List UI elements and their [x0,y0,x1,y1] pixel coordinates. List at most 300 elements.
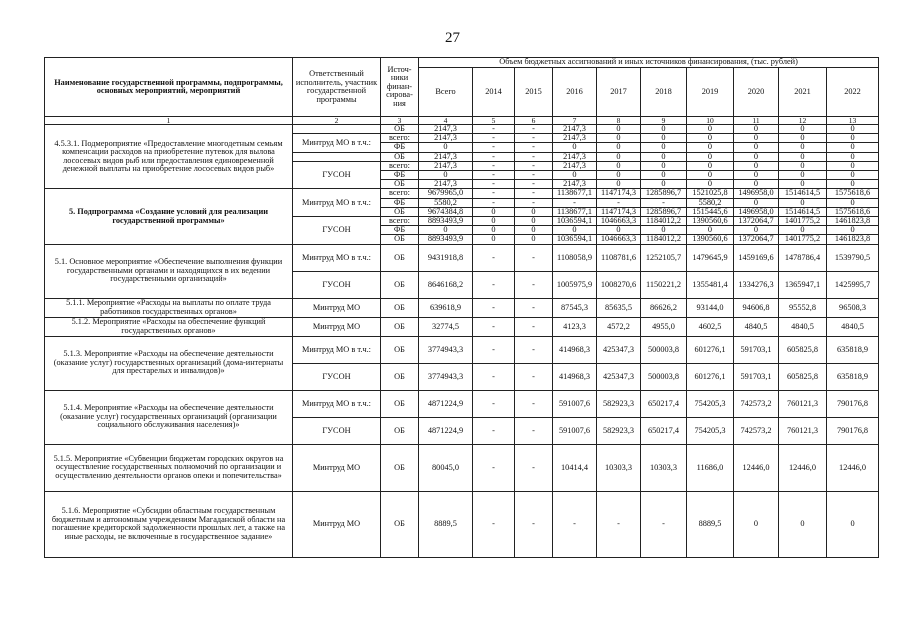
row-title: 5.1. Основное мероприятие «Обеспечение выполнения функции государственными органами и находящихся в их ведении государственными организаций» [45,244,293,298]
row-title: 4.5.3.1. Подмероприятие «Предоставление многодетным семьям компенсации расходов на приобретение путевок для вылова лососевых видов рыб или предоставления единовременной денежной выплаты на приобретение лососевых видов рыб» [45,125,293,189]
source-cell: ОБ [381,417,419,444]
value-cell: 0 [734,161,779,170]
executor-cell: ГУСОН [293,161,381,189]
header-year: 2021 [779,68,827,117]
value-cell: 0 [687,152,734,161]
value-cell: 2147,3 [553,161,597,170]
value-cell: 742573,2 [734,417,779,444]
value-cell: 1479645,9 [687,244,734,271]
value-cell: 0 [734,125,779,134]
value-cell: 0 [687,171,734,180]
column-number: 1 [45,117,293,125]
value-cell: - [515,444,553,491]
value-cell: 425347,3 [597,363,641,390]
value-cell: 0 [827,198,879,207]
source-cell: всего: [381,161,419,170]
value-cell: 93144,0 [687,298,734,317]
value-cell: 12446,0 [779,444,827,491]
value-cell: - [515,125,553,134]
column-number: 6 [515,117,553,125]
value-cell: 639618,9 [419,298,473,317]
value-cell: - [515,363,553,390]
value-cell: 0 [734,171,779,180]
value-cell: 12446,0 [827,444,879,491]
source-cell: всего: [381,189,419,198]
value-cell: 0 [779,161,827,170]
value-cell: 1401775,2 [779,217,827,226]
value-cell: - [473,134,515,143]
value-cell: - [515,152,553,161]
row-title: 5.1.5. Мероприятие «Субвенции бюджетам городских округов на осуществление государственных полномочий по организации и осуществлению деятельности органов опеки и попечительства» [45,444,293,491]
source-cell: ФБ [381,171,419,180]
value-cell: - [473,198,515,207]
value-cell: - [515,298,553,317]
header-year: 2018 [641,68,687,117]
source-cell: ОБ [381,180,419,189]
column-number: 4 [419,117,473,125]
value-cell: 2147,3 [553,152,597,161]
value-cell: 5580,2 [419,198,473,207]
value-cell: 0 [687,226,734,235]
value-cell: 1478786,4 [779,244,827,271]
table-header [45,58,879,125]
value-cell: 0 [827,171,879,180]
source-cell: ОБ [381,298,419,317]
value-cell: 9674384,8 [419,207,473,216]
table-row [45,390,879,417]
value-cell: - [473,317,515,336]
value-cell: 0 [779,152,827,161]
value-cell: 1372064,7 [734,217,779,226]
executor-cell: ГУСОН [293,417,381,444]
executor-cell: Минтруд МО в т.ч.: [293,244,381,271]
executor-cell: Минтруд МО [293,298,381,317]
value-cell: 1046663,3 [597,217,641,226]
source-cell: всего: [381,217,419,226]
value-cell: 0 [734,491,779,557]
header-executor: Ответственный исполнитель, участник государственной программы [293,58,381,117]
header-volume: Объем бюджетных ассигнований и иных источников финансирования, (тыс. рублей) [419,58,879,68]
header-year: 2017 [597,68,641,117]
value-cell: 1184012,2 [641,217,687,226]
value-cell: 0 [641,152,687,161]
value-cell: 0 [419,226,473,235]
value-cell: 85635,5 [597,298,641,317]
value-cell: 742573,2 [734,390,779,417]
value-cell: 0 [687,143,734,152]
value-cell: 1334276,3 [734,271,779,298]
value-cell: 1365947,1 [779,271,827,298]
executor-cell [293,152,381,161]
value-cell: - [515,134,553,143]
value-cell: 4955,0 [641,317,687,336]
value-cell: 1461823,8 [827,235,879,244]
value-cell: 0 [641,143,687,152]
value-cell: 1138677,1 [553,189,597,198]
value-cell: 0 [827,226,879,235]
value-cell: 4123,3 [553,317,597,336]
value-cell: 0 [827,180,879,189]
value-cell: 1147174,3 [597,207,641,216]
page-number: 27 [445,30,460,46]
value-cell: 0 [641,134,687,143]
value-cell: 0 [597,134,641,143]
value-cell: 1425995,7 [827,271,879,298]
column-number: 3 [381,117,419,125]
table-row [45,298,879,317]
value-cell: 650217,4 [641,417,687,444]
value-cell: - [515,271,553,298]
value-cell: 0 [597,180,641,189]
value-cell: 2147,3 [419,134,473,143]
row-title: 5.1.6. Мероприятие «Субсидии областным государственным бюджетным и автономным учреждениям Магаданской области на погашение кредиторской задолженности прошлых лет, а также на иные расходы, не включенные в государственное задание» [45,491,293,557]
value-cell: 0 [827,161,879,170]
value-cell: 2147,3 [553,180,597,189]
value-cell: 1390560,6 [687,235,734,244]
executor-cell: Минтруд МО в т.ч.: [293,336,381,363]
table-row [45,189,879,198]
value-cell: 0 [687,161,734,170]
value-cell: - [473,298,515,317]
value-cell: 5580,2 [687,198,734,207]
row-title: 5.1.4. Мероприятие «Расходы на обеспечение деятельности (оказание услуг) государственных организаций (организации социального обслуживания населения)» [45,390,293,444]
executor-cell: Минтруд МО в т.ч.: [293,189,381,217]
value-cell: 500003,8 [641,336,687,363]
value-cell: 1514614,5 [779,189,827,198]
value-cell: 0 [734,152,779,161]
table-body [45,125,879,558]
value-cell: 1036594,1 [553,217,597,226]
executor-cell: Минтруд МО [293,317,381,336]
value-cell: 95552,8 [779,298,827,317]
value-cell: 1138677,1 [553,207,597,216]
value-cell: 0 [419,171,473,180]
value-cell: - [473,161,515,170]
executor-cell: Минтруд МО [293,444,381,491]
value-cell: 0 [553,171,597,180]
header-year: 2020 [734,68,779,117]
column-number: 8 [597,117,641,125]
value-cell: 1147174,3 [597,189,641,198]
row-title: 5. Подпрограмма «Создание условий для реализации государственной программы» [45,189,293,244]
value-cell: 1046663,3 [597,235,641,244]
value-cell: 0 [641,226,687,235]
column-number: 12 [779,117,827,125]
value-cell: 9679965,0 [419,189,473,198]
executor-cell: ГУСОН [293,217,381,245]
value-cell: - [515,336,553,363]
value-cell: 1514614,5 [779,207,827,216]
source-cell: ОБ [381,207,419,216]
value-cell: 414968,3 [553,363,597,390]
value-cell: 2147,3 [419,180,473,189]
header-year: 2019 [687,68,734,117]
value-cell: 0 [734,134,779,143]
value-cell: 0 [687,125,734,134]
value-cell: 4840,5 [827,317,879,336]
source-cell: ОБ [381,125,419,134]
value-cell: 650217,4 [641,390,687,417]
value-cell: 0 [641,171,687,180]
value-cell: 1108781,6 [597,244,641,271]
value-cell: 605825,8 [779,336,827,363]
value-cell: - [473,244,515,271]
value-cell: 1459169,6 [734,244,779,271]
value-cell: 12446,0 [734,444,779,491]
value-cell: 0 [734,143,779,152]
source-cell: ОБ [381,363,419,390]
value-cell: - [473,271,515,298]
value-cell: - [473,189,515,198]
value-cell: 96508,3 [827,298,879,317]
value-cell: - [473,444,515,491]
value-cell: 1285896,7 [641,207,687,216]
value-cell: 0 [597,171,641,180]
value-cell: - [553,491,597,557]
value-cell: - [473,491,515,557]
value-cell: 790176,8 [827,417,879,444]
value-cell: 601276,1 [687,336,734,363]
value-cell: 425347,3 [597,336,641,363]
header-source: Источ-ники финан-сирова-ния [381,58,419,117]
executor-cell [293,125,381,134]
value-cell: 4871224,9 [419,390,473,417]
value-cell: 582923,3 [597,417,641,444]
value-cell: 0 [419,143,473,152]
header-year: 2015 [515,68,553,117]
value-cell: - [641,198,687,207]
value-cell: 4840,5 [779,317,827,336]
value-cell: - [515,244,553,271]
value-cell: - [515,491,553,557]
value-cell: 0 [553,226,597,235]
value-cell: 0 [597,143,641,152]
value-cell: 1005975,9 [553,271,597,298]
value-cell: 0 [641,125,687,134]
value-cell: 0 [515,226,553,235]
value-cell: 2147,3 [419,161,473,170]
header-year: 2022 [827,68,879,117]
value-cell: 4602,5 [687,317,734,336]
value-cell: 0 [734,226,779,235]
value-cell: 2147,3 [419,125,473,134]
value-cell: 8646168,2 [419,271,473,298]
source-cell: ОБ [381,491,419,557]
value-cell: 2147,3 [419,152,473,161]
value-cell: 1355481,4 [687,271,734,298]
value-cell: 0 [641,180,687,189]
header-year: 2014 [473,68,515,117]
value-cell: - [553,198,597,207]
value-cell: 635818,9 [827,336,879,363]
value-cell: 0 [779,198,827,207]
value-cell: 582923,3 [597,390,641,417]
value-cell: - [515,161,553,170]
value-cell: - [473,125,515,134]
value-cell: 0 [779,491,827,557]
value-cell: 1575618,6 [827,189,879,198]
value-cell: 10303,3 [641,444,687,491]
value-cell: 11686,0 [687,444,734,491]
value-cell: 0 [597,125,641,134]
value-cell: - [515,390,553,417]
value-cell: 4871224,9 [419,417,473,444]
source-cell: ОБ [381,271,419,298]
source-cell: ФБ [381,198,419,207]
value-cell: 4572,2 [597,317,641,336]
value-cell: 760121,3 [779,390,827,417]
value-cell: 8893493,9 [419,217,473,226]
value-cell: 0 [473,217,515,226]
value-cell: 605825,8 [779,363,827,390]
value-cell: 591703,1 [734,363,779,390]
source-cell: ОБ [381,444,419,491]
value-cell: - [515,417,553,444]
value-cell: 1150221,2 [641,271,687,298]
value-cell: 760121,3 [779,417,827,444]
column-number: 11 [734,117,779,125]
budget-table [44,57,879,558]
value-cell: 1108058,9 [553,244,597,271]
source-cell: ОБ [381,235,419,244]
header-name: Наименование государственной программы, подпрограммы, основных мероприятий, мероприятий [45,58,293,117]
value-cell: 1539790,5 [827,244,879,271]
value-cell: 0 [515,217,553,226]
table-row [45,125,879,134]
value-cell: - [473,336,515,363]
value-cell: - [641,491,687,557]
value-cell: 9431918,8 [419,244,473,271]
value-cell: 754205,3 [687,390,734,417]
value-cell: 0 [827,125,879,134]
source-cell: ОБ [381,336,419,363]
value-cell: 0 [779,180,827,189]
table-row [45,317,879,336]
value-cell: - [473,390,515,417]
value-cell: 1372064,7 [734,235,779,244]
value-cell: 10303,3 [597,444,641,491]
value-cell: 0 [734,180,779,189]
value-cell: 2147,3 [553,134,597,143]
value-cell: 635818,9 [827,363,879,390]
source-cell: ФБ [381,143,419,152]
value-cell: 1496958,0 [734,207,779,216]
value-cell: 591703,1 [734,336,779,363]
value-cell: 8889,5 [687,491,734,557]
value-cell: - [597,198,641,207]
column-number: 5 [473,117,515,125]
value-cell: 1390560,6 [687,217,734,226]
value-cell: 0 [473,226,515,235]
value-cell: 1184012,2 [641,235,687,244]
source-cell: ОБ [381,390,419,417]
value-cell: 0 [779,134,827,143]
source-cell: ФБ [381,226,419,235]
value-cell: 1036594,1 [553,235,597,244]
value-cell: - [515,143,553,152]
value-cell: 87545,3 [553,298,597,317]
value-cell: 2147,3 [553,125,597,134]
value-cell: 0 [827,134,879,143]
value-cell: 0 [597,161,641,170]
value-cell: 0 [515,207,553,216]
value-cell: 591007,6 [553,390,597,417]
row-title: 5.1.3. Мероприятие «Расходы на обеспечение деятельности (оказание услуг) государственных организаций (дома-интернаты для престарелых и инвалидов)» [45,336,293,390]
value-cell: 1008270,6 [597,271,641,298]
source-cell: всего: [381,134,419,143]
value-cell: 0 [827,491,879,557]
value-cell: 0 [597,152,641,161]
value-cell: - [515,171,553,180]
value-cell: 0 [827,143,879,152]
value-cell: - [473,363,515,390]
value-cell: 10414,4 [553,444,597,491]
header-year: Всего [419,68,473,117]
row-title: 5.1.1. Мероприятие «Расходы на выплаты по оплате труда работников государственных органов» [45,298,293,317]
value-cell: 0 [553,143,597,152]
value-cell: 32774,5 [419,317,473,336]
table-row [45,244,879,271]
value-cell: - [473,143,515,152]
column-number-row [45,117,879,125]
value-cell: 1401775,2 [779,235,827,244]
value-cell: 8893493,9 [419,235,473,244]
source-cell: ОБ [381,317,419,336]
value-cell: - [473,152,515,161]
executor-cell: ГУСОН [293,363,381,390]
value-cell: 0 [734,198,779,207]
column-number: 10 [687,117,734,125]
value-cell: - [515,317,553,336]
value-cell: 1461823,8 [827,217,879,226]
value-cell: 3774943,3 [419,363,473,390]
value-cell: 0 [473,235,515,244]
value-cell: 86626,2 [641,298,687,317]
value-cell: 1285896,7 [641,189,687,198]
table-row [45,336,879,363]
column-number: 13 [827,117,879,125]
header-year: 2016 [553,68,597,117]
value-cell: 4840,5 [734,317,779,336]
column-number: 2 [293,117,381,125]
column-number: 9 [641,117,687,125]
executor-cell: Минтруд МО [293,491,381,557]
value-cell: 94606,8 [734,298,779,317]
value-cell: 0 [687,134,734,143]
value-cell: - [473,417,515,444]
value-cell: 0 [779,125,827,134]
value-cell: - [515,189,553,198]
value-cell: 0 [515,235,553,244]
value-cell: 0 [641,161,687,170]
value-cell: 591007,6 [553,417,597,444]
value-cell: 8889,5 [419,491,473,557]
value-cell: - [473,180,515,189]
value-cell: 3774943,3 [419,336,473,363]
value-cell: - [515,198,553,207]
value-cell: 0 [597,226,641,235]
value-cell: 414968,3 [553,336,597,363]
value-cell: 754205,3 [687,417,734,444]
value-cell: 1252105,7 [641,244,687,271]
executor-cell: Минтруд МО в т.ч.: [293,134,381,152]
executor-cell: Минтруд МО в т.ч.: [293,390,381,417]
value-cell: 0 [687,180,734,189]
column-number: 7 [553,117,597,125]
value-cell: 601276,1 [687,363,734,390]
value-cell: 500003,8 [641,363,687,390]
value-cell: 1496958,0 [734,189,779,198]
